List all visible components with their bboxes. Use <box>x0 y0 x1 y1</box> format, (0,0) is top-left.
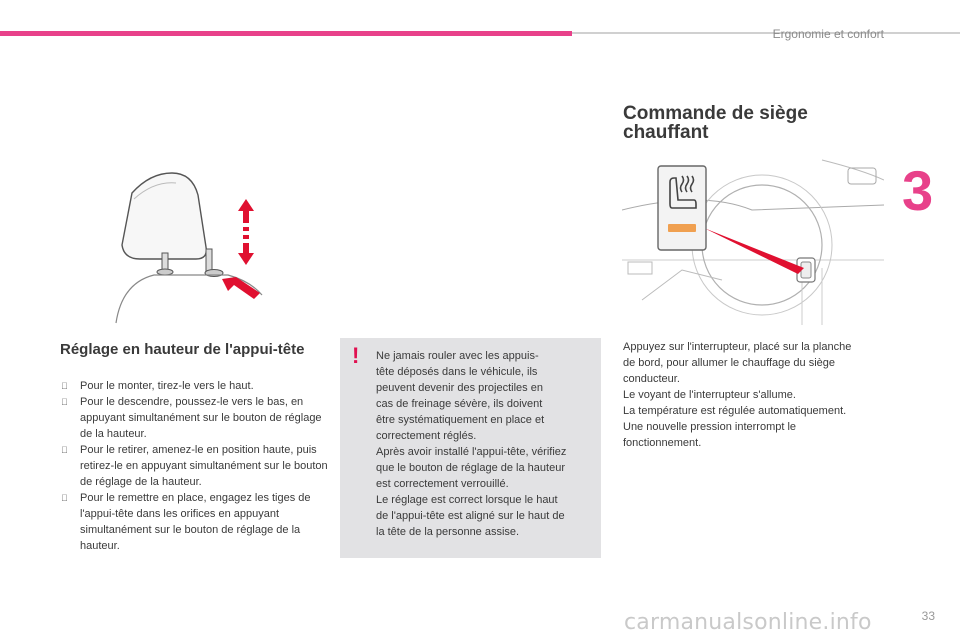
list-item-text: Pour le remettre en place, engagez les tiges de l'appui-tête dans les orifices en appuyant simultanément sur le bouton de réglage de la hauteur. <box>80 492 311 552</box>
bullet-marker <box>61 378 68 394</box>
list-item <box>60 442 328 490</box>
list-item <box>60 490 328 554</box>
chapter-number: 3 <box>902 159 934 222</box>
dashboard-illustration <box>622 150 884 325</box>
warning-box <box>340 338 601 558</box>
watermark: carmanualsonline.info <box>624 610 872 635</box>
header-divider <box>572 32 960 34</box>
bullet-marker <box>61 394 68 410</box>
headrest-section-title: Réglage en hauteur de l'appui-tête <box>60 341 305 358</box>
header-accent-bar <box>0 31 572 36</box>
list-item <box>60 394 328 442</box>
list-item-text: Pour le monter, tirez-le vers le haut. <box>80 380 254 392</box>
arrow-down-icon <box>238 243 254 265</box>
heated-seat-text: Appuyez sur l'interrupteur, placé sur la planche de bord, pour allumer le chauffage du siège conducteur. Le voyant de l'interrupteur s'allume. La température est régulée automatiquement. Une nouvelle pression interrompt le fonctionnement. <box>623 341 852 449</box>
warning-text: Ne jamais rouler avec les appuis- tête déposés dans le véhicule, ils peuvent devenir des projectiles en cas de freinage sévère, ils doivent être systématiquement en place et correctement réglés. Après avoir installé l'appui-tête, vérifiez que le bouton de réglage de la hauteur est correctement verrouillé. Le réglage est correct lorsque le haut de l'appui-tête est aligné sur le haut de la tête de la personne assise. <box>376 350 567 538</box>
list-item-text: Pour le descendre, poussez-le vers le bas, en appuyant simultanément sur le bouton de réglage de la hauteur. <box>80 396 322 440</box>
heated-seat-section-title: Commande de siège chauffant <box>623 103 808 143</box>
page-number: 33 <box>921 609 935 623</box>
section-title: Ergonomie et confort <box>772 27 884 41</box>
headrest-instructions-list <box>60 378 328 554</box>
list-item <box>60 378 328 394</box>
arrow-up-icon <box>238 199 254 223</box>
list-item-text: Pour le retirer, amenez-le en position haute, puis retirez-le en appuyant simultanément sur le bouton de réglage de la hauteur. <box>80 444 328 488</box>
headrest-illustration <box>110 165 280 325</box>
bullet-marker <box>61 490 68 506</box>
bullet-marker <box>61 442 68 458</box>
indicator-light <box>668 224 696 232</box>
exclamation-icon: ! <box>352 343 360 368</box>
